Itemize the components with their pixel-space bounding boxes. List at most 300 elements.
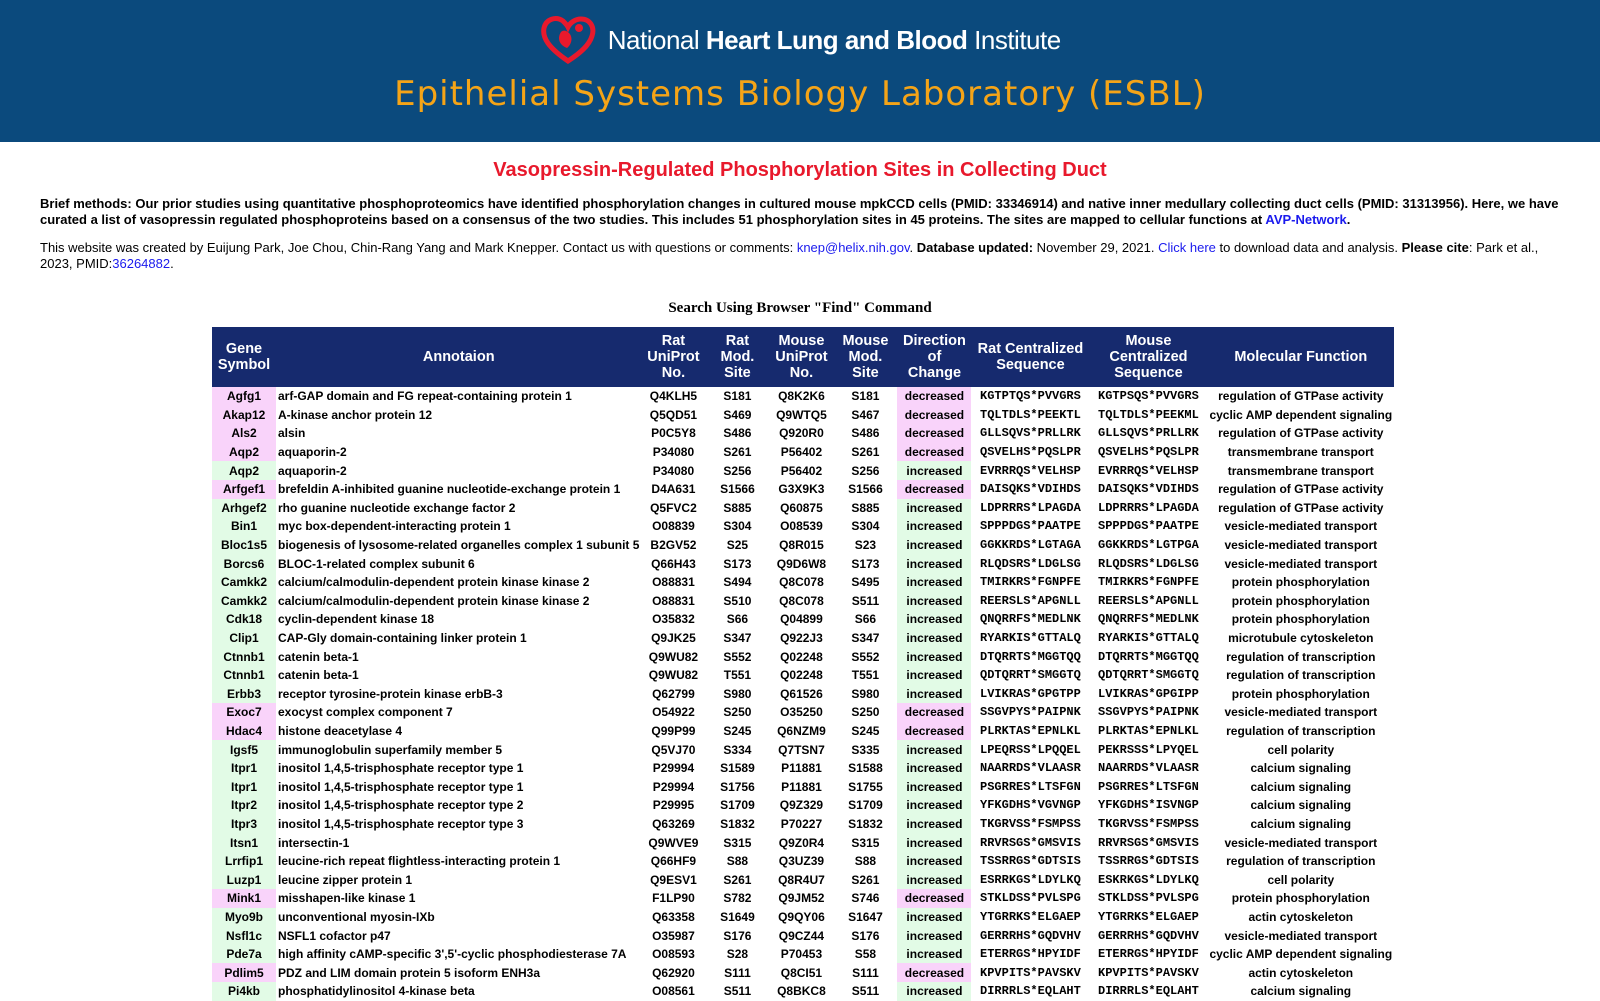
table-row (212, 740, 1394, 759)
rat-uniprot-cell: O88831 (652, 593, 695, 608)
rat-uniprot-cell: O54922 (652, 705, 695, 720)
mouse-sequence-cell: QDTQRRT*SMGGTQ (1098, 668, 1199, 683)
rat-mod-site-cell: S28 (726, 947, 749, 962)
molecular-function-cell: vesicle-mediated transport (1224, 705, 1378, 720)
molecular-function-cell: protein phosphorylation (1231, 891, 1370, 906)
mouse-uniprot-cell: P11881 (781, 779, 822, 794)
credits: This website was created by Euijung Park, Joe Chou, Chin-Rang Yang and Mark Knepper. Contact us with questions or comments: knep@helix.nih.gov. Database updated: November 29, 2021. Click here to download data and analysis. Please cite: Park et al., 2023, PMID:36264882. (40, 240, 1539, 271)
mouse-sequence-cell: REERSLS*APGNLL (1098, 593, 1199, 608)
mouse-mod-site-cell: S885 (851, 500, 880, 515)
annotation-cell: aquaporin-2 (278, 463, 347, 478)
molecular-function-cell: vesicle-mediated transport (1224, 538, 1378, 553)
rat-uniprot-cell: Q62799 (652, 686, 695, 701)
table-row (212, 480, 1394, 499)
molecular-function-cell: regulation of transcription (1226, 723, 1376, 738)
direction-cell: increased (897, 926, 971, 945)
mouse-sequence-cell: TMIRKRS*FGNPFE (1098, 575, 1199, 590)
rat-mod-site-cell: S1649 (720, 909, 755, 924)
rat-sequence-cell: GLLSQVS*PRLLRK (980, 426, 1081, 441)
mouse-mod-site-cell: S245 (851, 723, 880, 738)
direction-cell: decreased (897, 963, 971, 982)
rat-mod-site-cell: S347 (723, 631, 752, 646)
molecular-function-cell: calcium signaling (1250, 761, 1352, 776)
table-row (212, 833, 1394, 852)
direction-cell: increased (897, 908, 971, 927)
direction-cell: decreased (897, 387, 971, 406)
table-row (212, 926, 1394, 945)
rat-uniprot-cell: O35987 (652, 928, 695, 943)
mouse-uniprot-cell: Q02248 (780, 649, 823, 664)
rat-uniprot-cell: Q5QD51 (649, 407, 698, 422)
direction-cell: increased (897, 796, 971, 815)
mouse-uniprot-cell: Q9WTQ5 (776, 407, 827, 422)
molecular-function-cell: cyclic AMP dependent signaling (1209, 947, 1393, 962)
mouse-sequence-cell: NAARRDS*VLAASR (1098, 761, 1199, 776)
mouse-uniprot-cell: Q02248 (780, 668, 823, 683)
annotation-cell: inositol 1,4,5-trisphosphate receptor type 2 (278, 798, 524, 813)
molecular-function-cell: regulation of transcription (1226, 649, 1376, 664)
table-row (212, 815, 1394, 834)
rat-sequence-cell: QSVELHS*PQSLPR (980, 445, 1081, 460)
direction-cell: increased (897, 610, 971, 629)
gene-symbol-cell: Luzp1 (212, 870, 276, 889)
mouse-sequence-cell: DTQRRTS*MGGTQQ (1098, 649, 1199, 664)
rat-uniprot-cell: Q5FVC2 (650, 500, 697, 515)
gene-symbol-cell: Exoc7 (212, 703, 276, 722)
rat-uniprot-cell: Q63269 (652, 816, 695, 831)
direction-cell: increased (897, 685, 971, 704)
mouse-sequence-cell: LDPRRRS*LPAGDA (1098, 500, 1199, 515)
gene-symbol-cell: Erbb3 (212, 685, 276, 704)
direction-cell: increased (897, 499, 971, 518)
direction-cell: increased (897, 554, 971, 573)
molecular-function-cell: regulation of GTPase activity (1218, 426, 1384, 441)
annotation-cell: rho guanine nucleotide exchange factor 2 (278, 500, 516, 515)
molecular-function-cell: vesicle-mediated transport (1224, 556, 1378, 571)
table-row (212, 796, 1394, 815)
mouse-mod-site-cell: S1832 (848, 816, 883, 831)
molecular-function-cell: transmembrane transport (1227, 445, 1374, 460)
rat-uniprot-cell: Q5VJ70 (651, 742, 696, 757)
gene-symbol-cell: Aqp2 (212, 443, 276, 462)
avp-network-link[interactable]: AVP-Network (1265, 212, 1347, 227)
rat-mod-site-cell: S1832 (720, 816, 755, 831)
rat-uniprot-cell: Q99P99 (651, 723, 696, 738)
rat-sequence-cell: DIRRRLS*EQLAHT (980, 984, 1081, 999)
download-link[interactable]: Click here (1158, 240, 1216, 255)
table-row (212, 759, 1394, 778)
rat-uniprot-cell: O35832 (652, 612, 695, 627)
col-rat-mod-site: Rat Mod. Site (705, 327, 769, 387)
mouse-uniprot-cell: Q8K2K6 (778, 389, 825, 404)
mouse-mod-site-cell: S511 (851, 984, 880, 999)
table-row (212, 610, 1394, 629)
molecular-function-cell: protein phosphorylation (1231, 593, 1370, 608)
mouse-sequence-cell: ESKRKGS*LDYLKQ (1098, 872, 1199, 887)
table-row (212, 908, 1394, 927)
direction-cell: decreased (897, 703, 971, 722)
rat-uniprot-cell: Q9ESV1 (650, 872, 697, 887)
direction-cell: increased (897, 517, 971, 536)
mouse-mod-site-cell: S315 (851, 835, 880, 850)
molecular-function-cell: vesicle-mediated transport (1224, 519, 1378, 534)
contact-email-link[interactable]: knep@helix.nih.gov (796, 240, 910, 255)
gene-symbol-cell: Bin1 (212, 517, 276, 536)
annotation-cell: A-kinase anchor protein 12 (278, 407, 433, 422)
col-mouse-uniprot: Mouse UniProt No. (769, 327, 833, 387)
col-mouse-mod-site: Mouse Mod. Site (833, 327, 897, 387)
mouse-sequence-cell: GERRRHS*GQDVHV (1098, 928, 1199, 943)
mouse-sequence-cell: QNQRRFS*MEDLNK (1098, 612, 1199, 627)
rat-uniprot-cell: O08593 (652, 947, 695, 962)
mouse-uniprot-cell: P56402 (780, 463, 823, 478)
mouse-uniprot-cell: Q9D6W8 (776, 556, 827, 571)
direction-cell: increased (897, 945, 971, 964)
mouse-sequence-cell: PEKRSSS*LPYQEL (1098, 742, 1199, 757)
annotation-cell: unconventional myosin-IXb (278, 909, 435, 924)
mouse-sequence-cell: DIRRRLS*EQLAHT (1098, 984, 1199, 999)
table-row (212, 573, 1394, 592)
direction-cell: increased (897, 573, 971, 592)
annotation-cell: histone deacetylase 4 (278, 723, 403, 738)
rat-mod-site-cell: S1756 (720, 779, 755, 794)
gene-symbol-cell: Camkk2 (212, 573, 276, 592)
rat-mod-site-cell: S111 (724, 965, 751, 980)
annotation-cell: leucine-rich repeat flightless-interacting protein 1 (278, 854, 561, 869)
mouse-uniprot-cell: Q61526 (780, 686, 823, 701)
mouse-mod-site-cell: S495 (851, 575, 880, 590)
rat-mod-site-cell: S176 (723, 928, 752, 943)
col-gene-symbol: Gene Symbol (212, 327, 276, 387)
table-row (212, 945, 1394, 964)
rat-mod-site-cell: S181 (723, 389, 752, 404)
mouse-mod-site-cell: S23 (854, 538, 877, 553)
mouse-uniprot-cell: Q04899 (780, 612, 823, 627)
gene-symbol-cell: Arhgef2 (212, 499, 276, 518)
direction-cell: increased (897, 982, 971, 1001)
gene-symbol-cell: Pdlim5 (212, 963, 276, 982)
mouse-sequence-cell: TKGRVSS*FSMPSS (1098, 816, 1199, 831)
mouse-mod-site-cell: S261 (851, 445, 880, 460)
mouse-uniprot-cell: Q9Z329 (779, 798, 824, 813)
table-row (212, 629, 1394, 648)
molecular-function-cell: vesicle-mediated transport (1224, 928, 1378, 943)
annotation-cell: CAP-Gly domain-containing linker protein 1 (278, 631, 527, 646)
rat-uniprot-cell: O08839 (652, 519, 695, 534)
mouse-uniprot-cell: Q6NZM9 (777, 723, 826, 738)
mouse-mod-site-cell: S980 (851, 686, 880, 701)
rat-sequence-cell: QDTQRRT*SMGGTQ (980, 668, 1081, 683)
gene-symbol-cell: Als2 (212, 424, 276, 443)
rat-uniprot-cell: Q9WU82 (648, 668, 699, 683)
direction-cell: increased (897, 852, 971, 871)
col-molecular-function: Molecular Function (1207, 327, 1394, 387)
annotation-cell: receptor tyrosine-protein kinase erbB-3 (278, 686, 503, 701)
col-direction: Direction of Change (897, 327, 971, 387)
rat-sequence-cell: ESRRKGS*LDYLKQ (980, 872, 1081, 887)
col-rat-sequence: Rat Centralized Sequence (971, 327, 1089, 387)
molecular-function-cell: calcium signaling (1250, 798, 1352, 813)
rat-mod-site-cell: S88 (726, 854, 749, 869)
rat-uniprot-cell: P0C5Y8 (651, 426, 696, 441)
mouse-mod-site-cell: S181 (851, 389, 880, 404)
gene-symbol-cell: Akap12 (212, 406, 276, 425)
mouse-sequence-cell: TSSRRGS*GDTSIS (1098, 854, 1199, 869)
mouse-mod-site-cell: S88 (854, 854, 877, 869)
rat-uniprot-cell: Q63358 (652, 909, 695, 924)
rat-sequence-cell: REERSLS*APGNLL (980, 593, 1081, 608)
rat-mod-site-cell: S315 (723, 835, 752, 850)
mouse-sequence-cell: YTGRRKS*ELGAEP (1098, 909, 1199, 924)
annotation-cell: exocyst complex component 7 (278, 705, 453, 720)
gene-symbol-cell: Ctnnb1 (212, 647, 276, 666)
table-row (212, 982, 1394, 1001)
phosphorylation-sites-table (212, 327, 1394, 1001)
mouse-uniprot-cell: P11881 (781, 761, 822, 776)
rat-mod-site-cell: T551 (723, 668, 752, 683)
rat-uniprot-cell: P29994 (652, 779, 695, 794)
rat-uniprot-cell: Q62920 (652, 965, 695, 980)
rat-sequence-cell: TKGRVSS*FSMPSS (980, 816, 1081, 831)
gene-symbol-cell: Agfg1 (212, 387, 276, 406)
annotation-cell: cyclin-dependent kinase 18 (278, 612, 435, 627)
rat-sequence-cell: DTQRRTS*MGGTQQ (980, 649, 1081, 664)
molecular-function-cell: regulation of transcription (1226, 668, 1376, 683)
molecular-function-cell: cell polarity (1267, 872, 1335, 887)
rat-mod-site-cell: S510 (723, 593, 752, 608)
rat-mod-site-cell: S250 (723, 705, 752, 720)
mouse-mod-site-cell: S261 (851, 872, 880, 887)
rat-uniprot-cell: P29994 (652, 761, 695, 776)
rat-mod-site-cell: S494 (723, 575, 752, 590)
rat-sequence-cell: GERRRHS*GQDVHV (980, 928, 1081, 943)
annotation-cell: misshapen-like kinase 1 (278, 891, 416, 906)
mouse-mod-site-cell: S111 (852, 965, 879, 980)
gene-symbol-cell: Aqp2 (212, 461, 276, 480)
direction-cell: decreased (897, 480, 971, 499)
molecular-function-cell: regulation of GTPase activity (1218, 482, 1384, 497)
rat-sequence-cell: LVIKRAS*GPGTPP (980, 686, 1081, 701)
mouse-uniprot-cell: Q920R0 (779, 426, 824, 441)
brief-methods: Brief methods: Our prior studies using quantitative phosphoproteomics have identified phosphorylation changes in cultured mouse mpkCCD cells (PMID: 33346914) and native inner medullary collecting duct cells (PMID: 31313956). Here, we have curated a list of vasopressin regulated phosphoproteins based on a consensus of the two studies. This includes 51 phosphorylation sites in 45 proteins. The sites are mapped to cellular functions at AVP-Network. (40, 196, 1559, 227)
rat-mod-site-cell: S261 (723, 445, 752, 460)
rat-mod-site-cell: S1566 (720, 482, 755, 497)
annotation-cell: NSFL1 cofactor p47 (278, 928, 391, 943)
rat-mod-site-cell: S782 (723, 891, 752, 906)
table-row (212, 443, 1394, 462)
annotation-cell: alsin (278, 426, 306, 441)
rat-uniprot-cell: D4A631 (651, 482, 696, 497)
mouse-mod-site-cell: S173 (851, 556, 880, 571)
molecular-function-cell: protein phosphorylation (1231, 612, 1370, 627)
direction-cell: increased (897, 777, 971, 796)
nhlbi-logo[interactable] (0, 14, 1600, 66)
col-rat-uniprot: Rat UniProt No. (641, 327, 705, 387)
direction-cell: decreased (897, 443, 971, 462)
mouse-sequence-cell: KGTPSQS*PVVGRS (1098, 389, 1199, 404)
rat-sequence-cell: KGTPTQS*PVVGRS (980, 389, 1081, 404)
rat-uniprot-cell: F1LP90 (652, 891, 695, 906)
direction-cell: decreased (897, 424, 971, 443)
mouse-mod-site-cell: S1755 (848, 779, 883, 794)
rat-uniprot-cell: Q66H43 (651, 556, 696, 571)
annotation-cell: phosphatidylinositol 4-kinase beta (278, 984, 475, 999)
gene-symbol-cell: Itpr1 (212, 777, 276, 796)
page-title: Vasopressin-Regulated Phosphorylation Sites in Collecting Duct (493, 159, 1107, 181)
mouse-uniprot-cell: Q8CI51 (780, 965, 823, 980)
direction-cell: decreased (897, 406, 971, 425)
rat-sequence-cell: ETERRGS*HPYIDF (980, 947, 1081, 962)
rat-sequence-cell: LPEQRSS*LPQQEL (980, 742, 1081, 757)
gene-symbol-cell: Pde7a (212, 945, 276, 964)
rat-mod-site-cell: S304 (723, 519, 752, 534)
gene-symbol-cell: Camkk2 (212, 592, 276, 611)
mouse-uniprot-cell: Q8C078 (779, 575, 824, 590)
gene-symbol-cell: Itpr2 (212, 796, 276, 815)
molecular-function-cell: protein phosphorylation (1231, 686, 1370, 701)
mouse-uniprot-cell: Q8R015 (779, 538, 824, 553)
molecular-function-cell: actin cytoskeleton (1248, 909, 1354, 924)
gene-symbol-cell: Hdac4 (212, 722, 276, 741)
direction-cell: increased (897, 536, 971, 555)
direction-cell: increased (897, 666, 971, 685)
gene-symbol-cell: Itpr3 (212, 815, 276, 834)
mouse-mod-site-cell: S486 (851, 426, 880, 441)
mouse-mod-site-cell: S66 (854, 612, 877, 627)
mouse-uniprot-cell: P56402 (780, 445, 823, 460)
rat-sequence-cell: PLRKTAS*EPNLKL (980, 723, 1081, 738)
rat-mod-site-cell: S486 (723, 426, 752, 441)
direction-cell: increased (897, 833, 971, 852)
table-row (212, 554, 1394, 573)
mouse-uniprot-cell: Q9JM52 (778, 891, 825, 906)
nhlbi-wordmark: National Heart Lung and Blood Institute (607, 24, 1061, 55)
gene-symbol-cell: Pi4kb (212, 982, 276, 1001)
table-row (212, 703, 1394, 722)
mouse-uniprot-cell: G3X9K3 (778, 482, 825, 497)
gene-symbol-cell: Lrrfip1 (212, 852, 276, 871)
molecular-function-cell: cyclic AMP dependent signaling (1209, 407, 1393, 422)
gene-symbol-cell: Ctnnb1 (212, 666, 276, 685)
mouse-uniprot-cell: Q9QY06 (778, 909, 825, 924)
mouse-sequence-cell: ETERRGS*HPYIDF (1098, 947, 1199, 962)
rat-sequence-cell: YFKGDHS*VGVNGP (980, 798, 1081, 813)
rat-mod-site-cell: S469 (723, 407, 752, 422)
direction-cell: increased (897, 647, 971, 666)
mouse-mod-site-cell: S250 (851, 705, 880, 720)
molecular-function-cell: cell polarity (1267, 742, 1335, 757)
direction-cell: increased (897, 815, 971, 834)
mouse-uniprot-cell: Q3UZ39 (778, 854, 825, 869)
table-row (212, 963, 1394, 982)
rat-mod-site-cell: S1709 (720, 798, 755, 813)
gene-symbol-cell: Myo9b (212, 908, 276, 927)
rat-sequence-cell: SPPPDGS*PAATPE (980, 519, 1081, 534)
rat-uniprot-cell: O88831 (652, 575, 695, 590)
rat-uniprot-cell: B2GV52 (650, 538, 697, 553)
mouse-mod-site-cell: S1566 (848, 482, 883, 497)
annotation-cell: immunoglobulin superfamily member 5 (278, 742, 503, 757)
annotation-cell: BLOC-1-related complex subunit 6 (278, 556, 475, 571)
rat-uniprot-cell: P34080 (652, 445, 695, 460)
rat-sequence-cell: TMIRKRS*FGNPFE (980, 575, 1081, 590)
rat-sequence-cell: EVRRRQS*VELHSP (980, 463, 1081, 478)
rat-sequence-cell: NAARRDS*VLAASR (980, 761, 1081, 776)
annotation-cell: myc box-dependent-interacting protein 1 (278, 519, 511, 534)
annotation-cell: calcium/calmodulin-dependent protein kinase kinase 2 (278, 593, 590, 608)
mouse-mod-site-cell: S58 (854, 947, 877, 962)
table-row (212, 424, 1394, 443)
mouse-sequence-cell: EVRRRQS*VELHSP (1098, 463, 1199, 478)
mouse-sequence-cell: DAISQKS*VDIHDS (1098, 482, 1199, 497)
mouse-sequence-cell: RLQDSRS*LDGLSG (1098, 556, 1199, 571)
table-header-row (212, 327, 1394, 387)
rat-sequence-cell: QNQRRFS*MEDLNK (980, 612, 1081, 627)
annotation-cell: high affinity cAMP-specific 3',5'-cyclic phosphodiesterase 7A (278, 947, 627, 962)
rat-uniprot-cell: P34080 (652, 463, 695, 478)
mouse-uniprot-cell: Q8R4U7 (778, 872, 825, 887)
mouse-uniprot-cell: Q60875 (780, 500, 823, 515)
mouse-sequence-cell: SSGVPYS*PAIPNK (1098, 705, 1199, 720)
gene-symbol-cell: Borcs6 (212, 554, 276, 573)
mouse-mod-site-cell: S467 (851, 407, 880, 422)
rat-mod-site-cell: S511 (723, 984, 752, 999)
mouse-sequence-cell: RYARKIS*GTTALQ (1098, 631, 1199, 646)
rat-sequence-cell: TQLTDLS*PEEKTL (980, 407, 1081, 422)
rat-mod-site-cell: S256 (723, 463, 752, 478)
rat-sequence-cell: DAISQKS*VDIHDS (980, 482, 1081, 497)
mouse-mod-site-cell: S552 (851, 649, 880, 664)
direction-cell: increased (897, 629, 971, 648)
mouse-uniprot-cell: Q9Z0R4 (778, 835, 825, 850)
rat-uniprot-cell: Q9JK25 (651, 631, 696, 646)
rat-uniprot-cell: O08561 (652, 984, 695, 999)
mouse-sequence-cell: GGKKRDS*LGTPGA (1098, 538, 1199, 553)
molecular-function-cell: regulation of GTPase activity (1218, 389, 1384, 404)
annotation-cell: intersectin-1 (278, 835, 350, 850)
pmid-link[interactable]: 36264882 (112, 256, 171, 271)
mouse-uniprot-cell: O35250 (780, 705, 823, 720)
mouse-mod-site-cell: S304 (851, 519, 880, 534)
mouse-sequence-cell: YFKGDHS*ISVNGP (1098, 798, 1199, 813)
mouse-mod-site-cell: S256 (851, 463, 880, 478)
mouse-sequence-cell: SPPPDGS*PAATPE (1098, 519, 1199, 534)
mouse-uniprot-cell: Q8BKC8 (777, 984, 826, 999)
table-row (212, 777, 1394, 796)
mouse-sequence-cell: PSGRRES*LTSFGN (1098, 779, 1199, 794)
mouse-mod-site-cell: S335 (851, 742, 880, 757)
annotation-cell: calcium/calmodulin-dependent protein kinase kinase 2 (278, 575, 590, 590)
mouse-uniprot-cell: Q922J3 (780, 631, 823, 646)
mouse-mod-site-cell: S347 (851, 631, 880, 646)
direction-cell: increased (897, 461, 971, 480)
table-row (212, 536, 1394, 555)
mouse-sequence-cell: KPVPITS*PAVSKV (1098, 965, 1199, 980)
molecular-function-cell: actin cytoskeleton (1248, 965, 1354, 980)
molecular-function-cell: calcium signaling (1250, 816, 1352, 831)
annotation-cell: arf-GAP domain and FG repeat-containing protein 1 (278, 389, 572, 404)
table-row (212, 722, 1394, 741)
annotation-cell: PDZ and LIM domain protein 5 isoform ENH3a (278, 965, 541, 980)
table-row (212, 647, 1394, 666)
mouse-sequence-cell: LVIKRAS*GPGIPP (1098, 686, 1199, 701)
mouse-sequence-cell: GLLSQVS*PRLLRK (1098, 426, 1199, 441)
col-mouse-sequence: Mouse Centralized Sequence (1089, 327, 1207, 387)
annotation-cell: inositol 1,4,5-trisphosphate receptor type 3 (278, 816, 524, 831)
header-banner (0, 0, 1600, 142)
rat-sequence-cell: LDPRRRS*LPAGDA (980, 500, 1081, 515)
table-row (212, 666, 1394, 685)
